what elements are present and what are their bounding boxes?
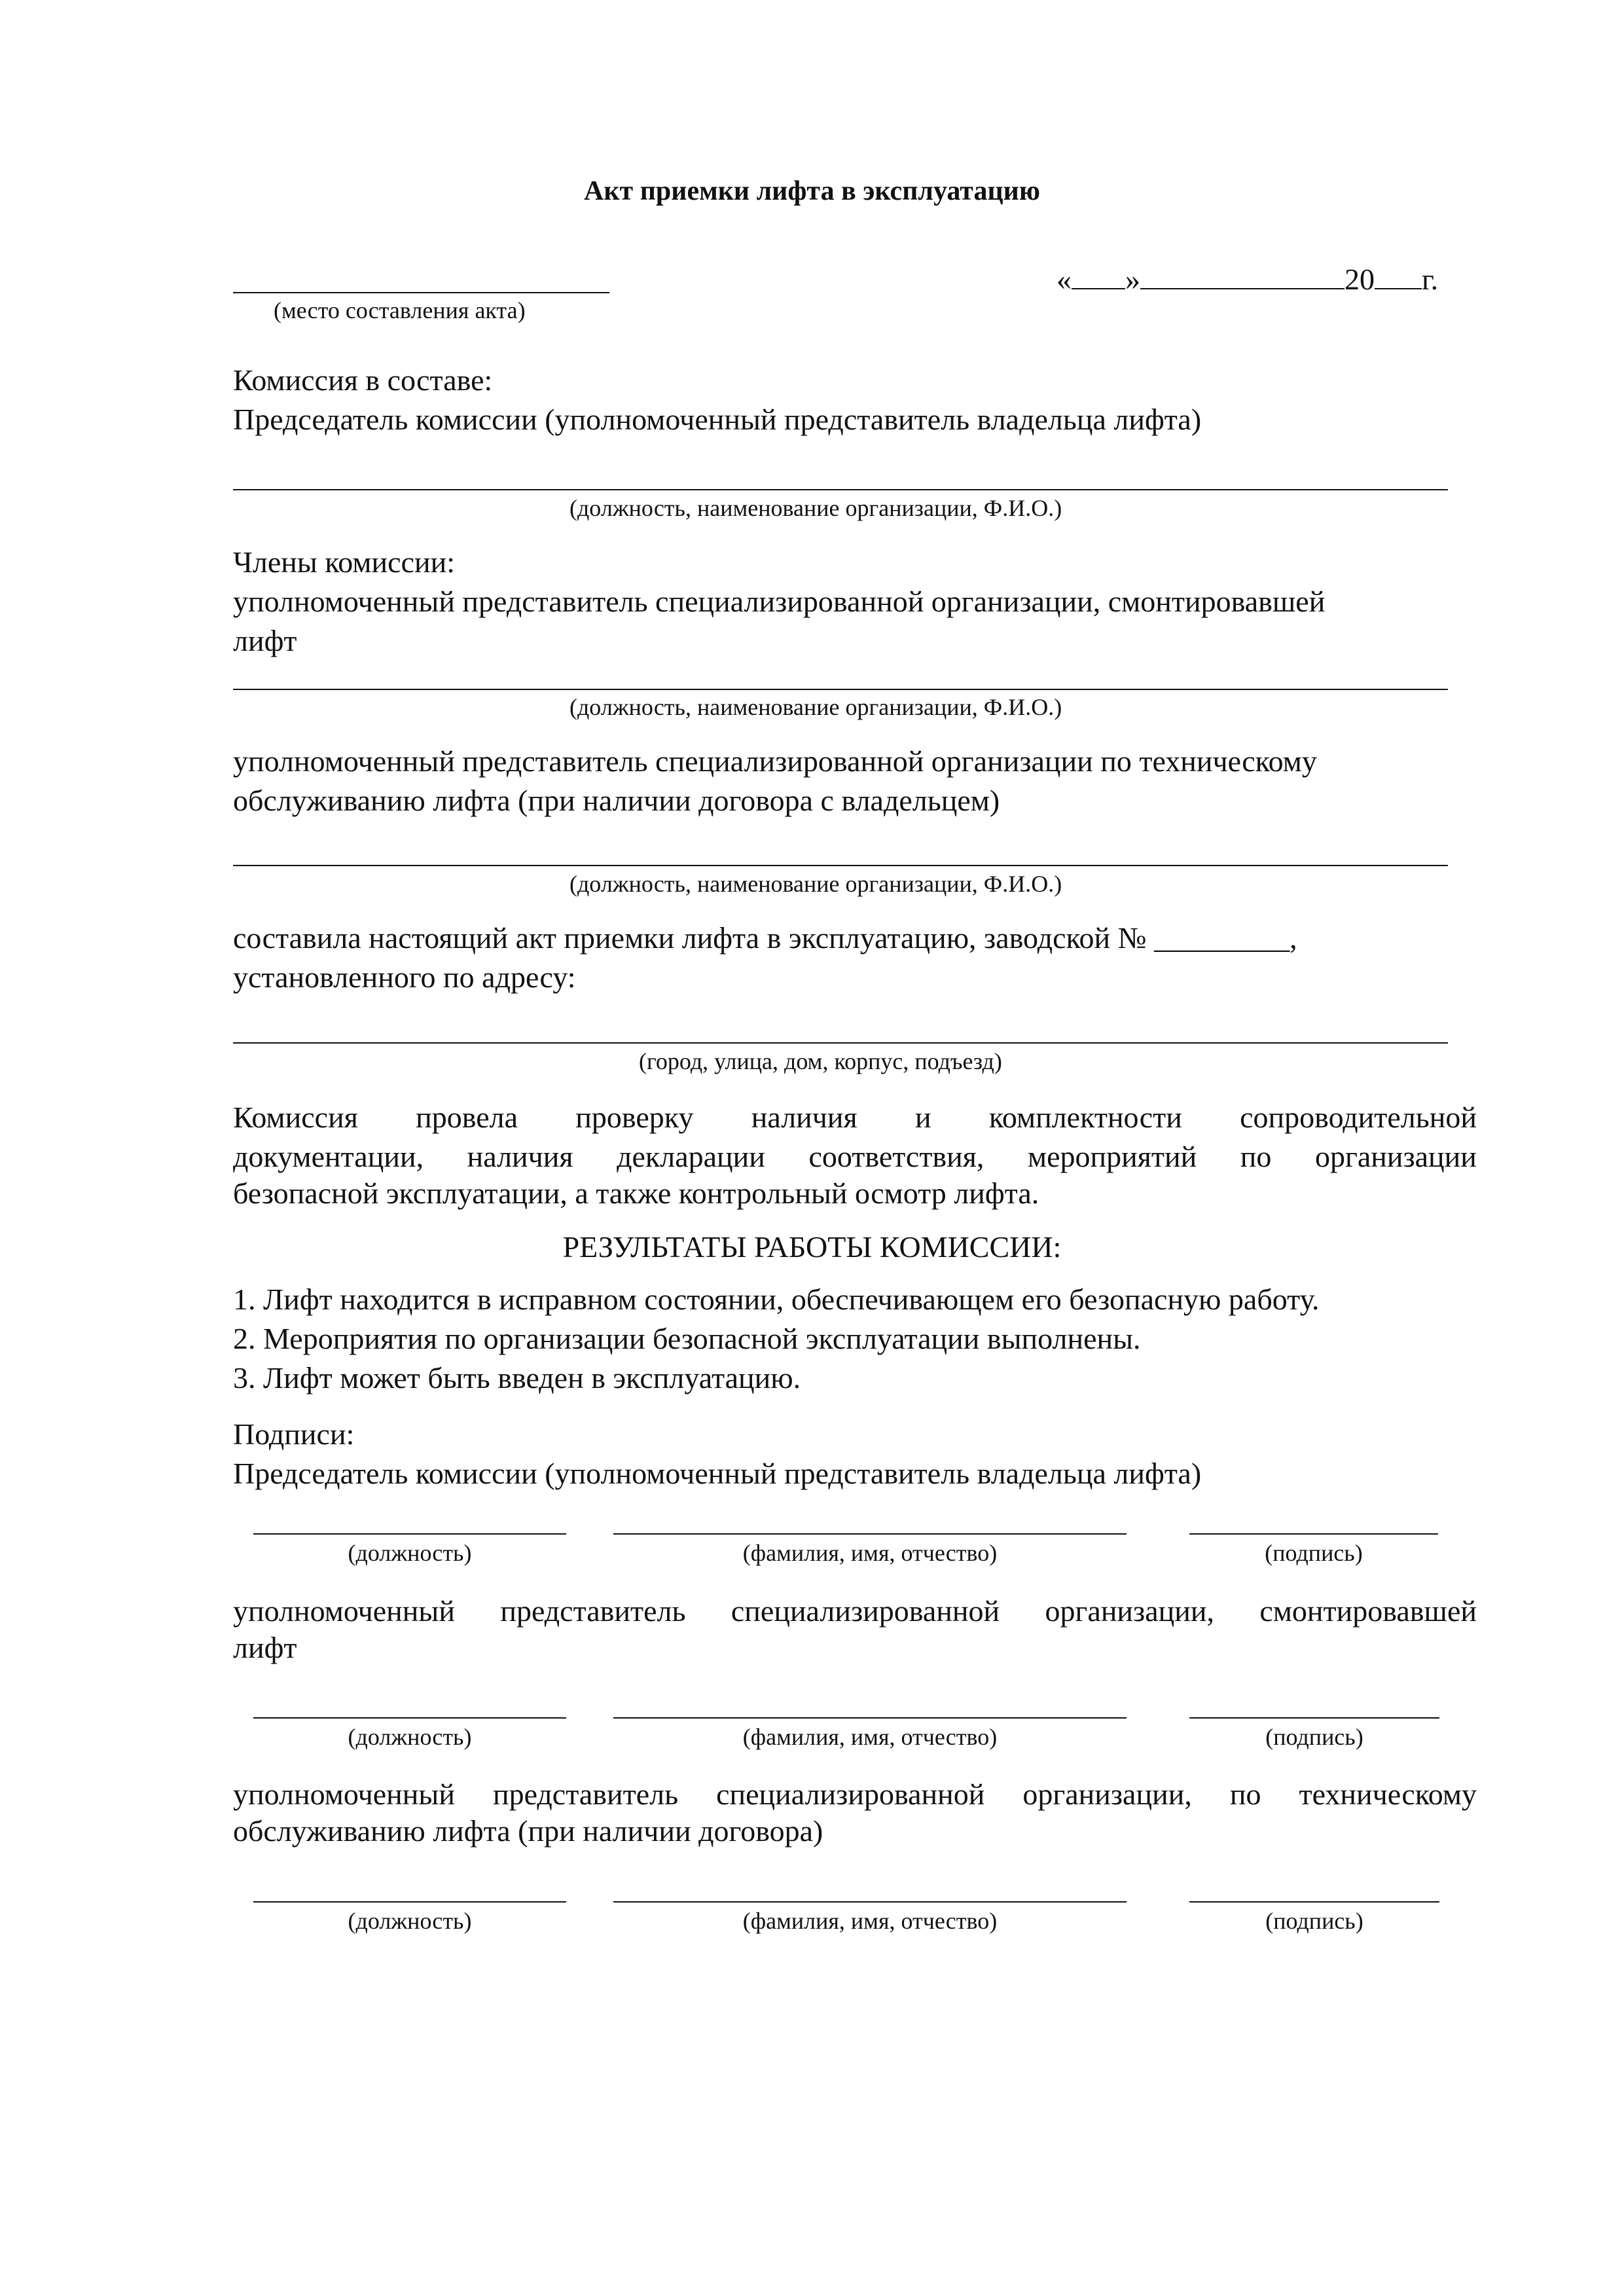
sign1-position-line[interactable]: [253, 1533, 566, 1535]
chair-label: Председатель комиссии (уполномоченный представитель владельца лифта): [233, 403, 1202, 436]
word: наличия: [467, 1140, 573, 1173]
chair-caption: (должность, наименование организации, Ф.И.О.): [569, 495, 1062, 521]
word: декларации: [617, 1140, 765, 1173]
word: организации: [1314, 1140, 1477, 1173]
sign3-position-caption: (должность): [348, 1908, 472, 1934]
sign-member1-line2: лифт: [233, 1631, 297, 1664]
member2-line[interactable]: [233, 865, 1448, 866]
result-item-1: 1. Лифт находится в исправном состоянии, обеспечивающем его безопасную работу.: [233, 1283, 1320, 1316]
word: смонтировавшей: [1259, 1594, 1477, 1628]
word: проверку: [575, 1101, 694, 1134]
member1-text: уполномоченный представитель специализированной организации, смонтировавшей: [233, 585, 1326, 618]
commission-intro: Комиссия в составе:: [233, 363, 493, 397]
word: наличия: [751, 1101, 857, 1134]
check-paragraph-line2: [233, 1139, 1477, 1174]
word: комплектности: [988, 1101, 1182, 1134]
word: специализированной: [716, 1777, 985, 1811]
sign-member2-line2: обслуживанию лифта (при наличии договора): [233, 1814, 823, 1848]
word: по: [1229, 1777, 1261, 1811]
act-text: составила настоящий акт приемки лифта в эксплуатацию, заводской № _________,: [233, 921, 1297, 955]
sign2-signature-line[interactable]: [1189, 1717, 1439, 1719]
sign2-signature-caption: (подпись): [1265, 1724, 1363, 1750]
member1-text-cont: лифт: [233, 624, 297, 657]
word: сопроводительной: [1240, 1101, 1477, 1134]
member2-text: уполномоченный представитель специализированной организации по техническому: [233, 744, 1317, 778]
sign2-position-line[interactable]: [253, 1717, 566, 1719]
sign3-signature-caption: (подпись): [1265, 1908, 1363, 1934]
word: уполномоченный: [233, 1777, 455, 1811]
date-field: [1056, 264, 1438, 295]
date-open-quote: «: [1056, 263, 1072, 296]
sign1-name-line[interactable]: [613, 1533, 1127, 1535]
sign1-signature-caption: (подпись): [1265, 1540, 1363, 1566]
date-close-quote: »: [1125, 263, 1140, 296]
member1-line[interactable]: [233, 689, 1448, 690]
sign3-name-line[interactable]: [613, 1901, 1127, 1903]
word: уполномоченный: [233, 1594, 455, 1628]
word: представитель: [492, 1777, 679, 1811]
word: организации,: [1045, 1594, 1214, 1628]
month-blank[interactable]: [1140, 288, 1344, 289]
check-paragraph-line1: [233, 1100, 1477, 1135]
year-prefix: 20: [1344, 263, 1375, 296]
word: документации,: [233, 1140, 424, 1173]
word: соответствия,: [808, 1140, 984, 1173]
place-line[interactable]: [233, 292, 609, 293]
sign3-name-caption: (фамилия, имя, отчество): [742, 1908, 998, 1934]
act-text-cont: установленного по адресу:: [233, 960, 576, 994]
document-title: Акт приемки лифта в эксплуатацию: [584, 176, 1040, 206]
sign1-signature-line[interactable]: [1189, 1533, 1438, 1535]
sign3-signature-line[interactable]: [1189, 1901, 1439, 1903]
chair-line[interactable]: [233, 489, 1448, 490]
year-suffix: г.: [1422, 263, 1439, 296]
result-item-3: 3. Лифт может быть введен в эксплуатацию.: [233, 1361, 801, 1394]
year-blank[interactable]: [1375, 288, 1422, 289]
word: и: [914, 1101, 931, 1134]
address-line[interactable]: [233, 1042, 1448, 1044]
members-label: Члены комиссии:: [233, 545, 456, 579]
sign-member2-line1: [233, 1777, 1477, 1812]
sign3-position-line[interactable]: [253, 1901, 566, 1903]
word: специализированной: [731, 1594, 1000, 1628]
word: по: [1240, 1140, 1272, 1173]
sign2-name-line[interactable]: [613, 1717, 1127, 1719]
member2-text-cont: обслуживанию лифта (при наличии договора с владельцем): [233, 784, 1000, 817]
word: мероприятий: [1027, 1140, 1197, 1173]
result-item-2: 2. Мероприятия по организации безопасной эксплуатации выполнены.: [233, 1322, 1141, 1355]
sign-chair-label: Председатель комиссии (уполномоченный представитель владельца лифта): [233, 1457, 1202, 1490]
word: Комиссия: [233, 1101, 358, 1134]
member1-caption: (должность, наименование организации, Ф.И.О.): [569, 694, 1062, 720]
sign1-position-caption: (должность): [348, 1540, 472, 1566]
signatures-label: Подписи:: [233, 1417, 355, 1451]
sign1-name-caption: (фамилия, имя, отчество): [742, 1540, 998, 1566]
check-paragraph-line3: безопасной эксплуатации, а также контрольный осмотр лифта.: [233, 1176, 1039, 1210]
word: техническому: [1299, 1777, 1477, 1811]
sign-member1-line1: [233, 1594, 1477, 1628]
word: провела: [416, 1101, 518, 1134]
word: организации,: [1022, 1777, 1192, 1811]
sign2-position-caption: (должность): [348, 1724, 472, 1750]
results-heading: РЕЗУЛЬТАТЫ РАБОТЫ КОМИССИИ:: [562, 1230, 1062, 1264]
word: представитель: [500, 1594, 686, 1628]
place-caption: (место составления акта): [274, 297, 526, 323]
sign2-name-caption: (фамилия, имя, отчество): [742, 1724, 998, 1750]
address-caption: (город, улица, дом, корпус, подъезд): [639, 1048, 1002, 1074]
member2-caption: (должность, наименование организации, Ф.И.О.): [569, 871, 1062, 897]
day-blank[interactable]: [1072, 288, 1125, 289]
